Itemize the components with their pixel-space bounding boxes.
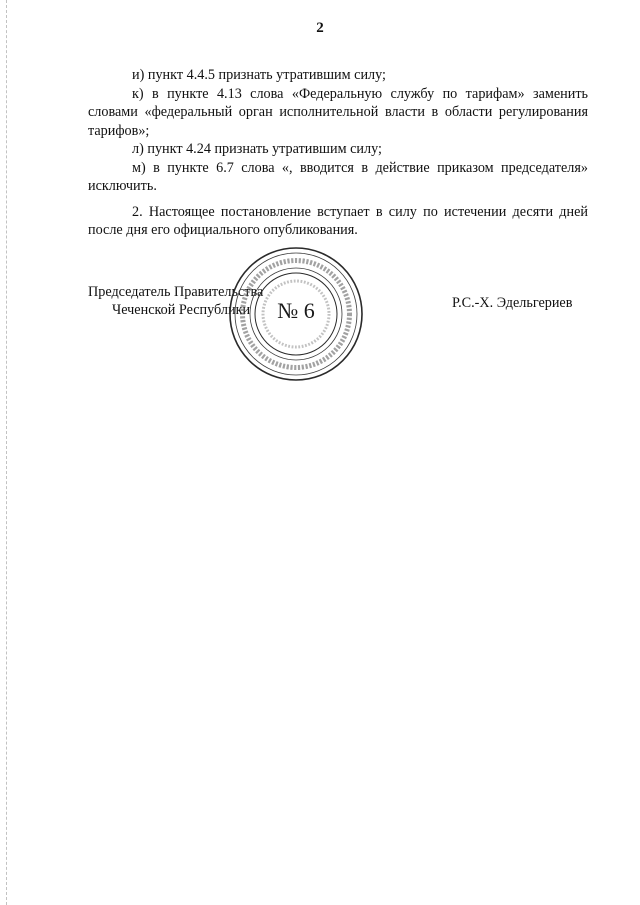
clause-2: 2. Настоящее постановление вступает в силу по истечении десяти дней после дня его официального опубликования. <box>88 203 588 238</box>
page-number: 2 <box>316 20 324 36</box>
official-seal-stamp <box>226 244 366 384</box>
signatory-name: Р.С.-Х. Эдельгериев <box>452 295 573 311</box>
position-line-1: Председатель Правительства <box>88 284 264 300</box>
seal-number: № 6 <box>277 298 315 323</box>
scan-edge-line <box>6 0 8 905</box>
item-k: к) в пункте 4.13 слова «Федеральную службу по тарифам» заменить словами «федеральный орган исполнительной власти в области регулирования тарифов»; <box>88 85 588 139</box>
position-line-2: Чеченской Республики <box>112 302 251 318</box>
item-i: и) пункт 4.4.5 признать утратившим силу; <box>132 67 386 83</box>
item-m: м) в пункте 6.7 слова «, вводится в действие приказом председателя» исключить. <box>88 159 588 194</box>
item-l: л) пункт 4.24 признать утратившим силу; <box>132 141 382 157</box>
document-body <box>88 66 588 240</box>
